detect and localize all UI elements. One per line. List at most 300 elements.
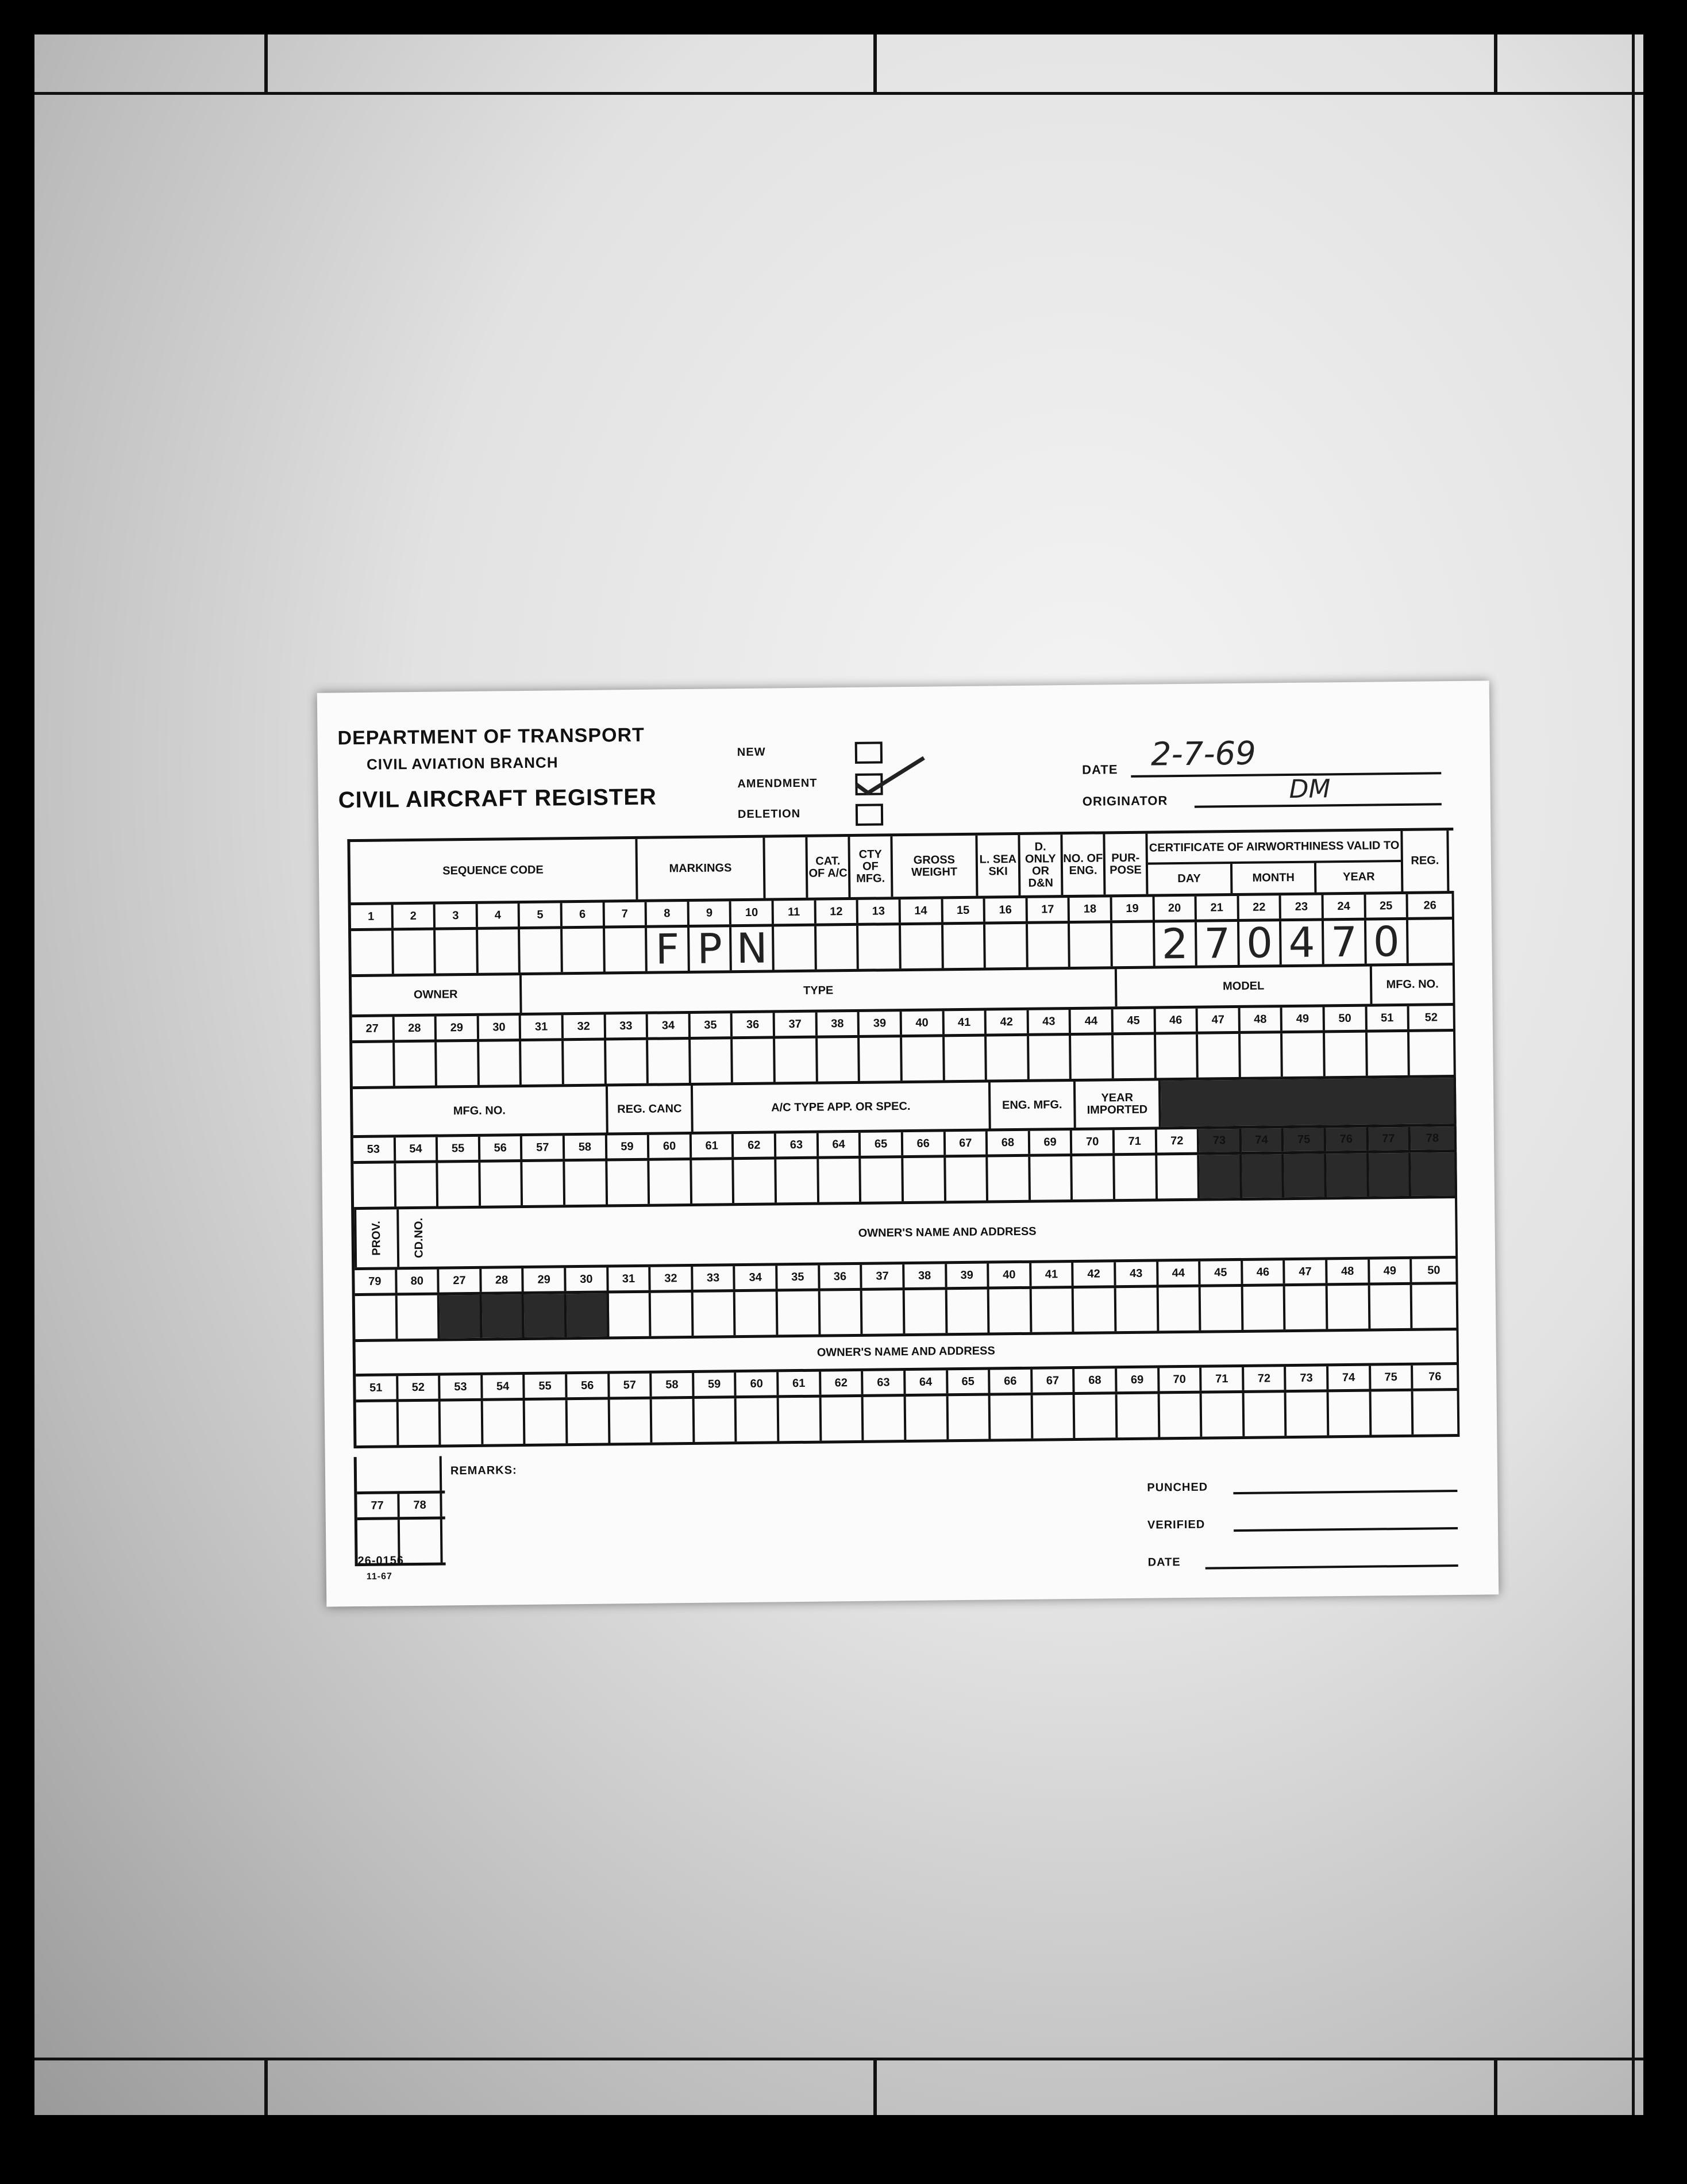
row4-col-number: 49: [1370, 1259, 1412, 1283]
row3-input-cell[interactable]: [1157, 1155, 1200, 1199]
row5-col-number: 66: [990, 1370, 1033, 1393]
row5-col-number: 60: [737, 1372, 779, 1395]
row1-col-number: 22: [1239, 895, 1281, 919]
row3-input-cell[interactable]: [1326, 1153, 1369, 1197]
row5-col-number: 52: [398, 1376, 441, 1399]
row5-input-cell[interactable]: [1033, 1395, 1075, 1439]
frame-tick-4: [264, 2060, 268, 2115]
row2-input-cell[interactable]: [1198, 1034, 1241, 1078]
dept-title: DEPARTMENT OF TRANSPORT: [337, 724, 645, 749]
row3-input-cell[interactable]: [1073, 1156, 1115, 1199]
row3-col-number: 69: [1030, 1131, 1073, 1154]
row1-input-cell[interactable]: [351, 930, 394, 974]
year-imported-header: YEAR IMPORTED: [1076, 1081, 1161, 1128]
row5-col-number: 55: [525, 1374, 568, 1398]
row4-col-number: 29: [524, 1268, 567, 1291]
row4-input-cell[interactable]: [440, 1295, 482, 1339]
row4-input-cell[interactable]: [567, 1293, 609, 1337]
frame-tick-2: [873, 34, 877, 92]
row2-col-number: 27: [352, 1017, 395, 1040]
row2-col-number: 44: [1071, 1009, 1114, 1033]
row3-col-number: 64: [819, 1133, 861, 1156]
row3-input-cell[interactable]: [523, 1162, 565, 1205]
row5-col-number: 61: [779, 1372, 821, 1395]
cert-title: CERTIFICATE OF AIRWORTHINESS VALID TO: [1147, 831, 1401, 865]
row4-input-cell[interactable]: [1031, 1289, 1074, 1332]
row3-col-number: 57: [522, 1136, 565, 1159]
cdno-label: CD.NO.: [396, 1209, 440, 1267]
eng-mfg-header: ENG. MFG.: [991, 1082, 1076, 1129]
reg-canc-header: REG. CANC: [608, 1086, 694, 1133]
row3-col-number: 54: [395, 1137, 438, 1161]
date2-line: [1205, 1564, 1458, 1570]
row3-input-cell[interactable]: [565, 1161, 607, 1205]
row1-col-number: 25: [1366, 894, 1408, 918]
row2-input-cell[interactable]: [1409, 1032, 1455, 1075]
row2-input-cell[interactable]: [352, 1043, 395, 1086]
row3-input-cell[interactable]: [353, 1163, 396, 1207]
row4-input-cell[interactable]: [735, 1291, 778, 1335]
row1-input-cell[interactable]: N: [732, 926, 775, 970]
row1-input-cell[interactable]: [1408, 920, 1454, 963]
row2-input-cell[interactable]: [648, 1040, 691, 1083]
row2-col-number: 35: [690, 1013, 733, 1037]
row1-input-cell[interactable]: F: [647, 928, 690, 971]
row4-col-number: 30: [566, 1267, 608, 1291]
sea-ski-header: L. SEA SKI: [977, 835, 1020, 896]
row5-input-cell[interactable]: [1413, 1391, 1459, 1435]
row1-col-number: 1: [351, 905, 394, 928]
row4-col-number: 32: [650, 1267, 693, 1290]
row5-col-number: 51: [356, 1376, 398, 1399]
row4-input-cell[interactable]: [1370, 1285, 1412, 1329]
row4-input-cell[interactable]: [862, 1290, 905, 1334]
punched-line: [1233, 1490, 1457, 1494]
row5-col-number: 69: [1117, 1368, 1160, 1391]
row4-input-cell[interactable]: [1328, 1286, 1370, 1329]
row5-col-number: 75: [1371, 1366, 1413, 1389]
row2-col-number: 46: [1156, 1009, 1198, 1032]
amendment-label: AMENDMENT: [737, 776, 818, 791]
row4-input-cell[interactable]: [1074, 1288, 1116, 1332]
row4-input-cell[interactable]: [1158, 1287, 1201, 1331]
row2-col-number: 48: [1240, 1008, 1282, 1031]
cat-header: CAT. OF A/C: [807, 837, 850, 898]
date-label: DATE: [1082, 762, 1118, 777]
row2-col-number: 42: [987, 1010, 1029, 1034]
row5-input-cell[interactable]: [652, 1399, 695, 1443]
row3-col-number: 58: [565, 1135, 607, 1159]
row1-input-cell[interactable]: [605, 928, 648, 972]
bottom-stub: [354, 1456, 446, 1566]
new-label: NEW: [737, 745, 766, 759]
row1-input-cell[interactable]: P: [690, 927, 732, 971]
row5-input-cell[interactable]: [906, 1396, 949, 1440]
row1-input-cell[interactable]: [985, 924, 1028, 968]
row2-input-cell[interactable]: [691, 1039, 733, 1083]
row2-col-number: 31: [521, 1015, 564, 1039]
row1-col-number: 23: [1281, 895, 1324, 918]
row5-input-cell[interactable]: [356, 1402, 399, 1445]
row2-input-cell[interactable]: [1114, 1035, 1156, 1078]
row2-col-number: 36: [733, 1013, 775, 1036]
row2-input-cell[interactable]: [1282, 1033, 1325, 1076]
row1-input-cell[interactable]: [1112, 922, 1155, 966]
row5-col-number: 65: [948, 1370, 991, 1394]
row4-col-number: 50: [1412, 1259, 1458, 1282]
punched-label: PUNCHED: [1147, 1481, 1208, 1494]
row3-col-number: 70: [1072, 1130, 1115, 1153]
row3-input-cell[interactable]: [438, 1163, 481, 1206]
row4-col-number: 37: [862, 1264, 905, 1288]
row1-input-cell[interactable]: [1070, 923, 1112, 967]
row2-input-cell[interactable]: [902, 1037, 945, 1081]
row2-input-cell[interactable]: [606, 1040, 649, 1084]
row5-col-number: 54: [483, 1375, 525, 1398]
type-app-header: A/C TYPE APP. OR SPEC.: [693, 1082, 991, 1131]
row3-col-number: 62: [734, 1133, 776, 1157]
row1-input-cell[interactable]: [520, 929, 563, 972]
row2-input-cell[interactable]: [945, 1037, 987, 1081]
row2-input-cell[interactable]: [1325, 1033, 1368, 1076]
row2-input-cell[interactable]: [395, 1043, 437, 1086]
row1-col-number: 21: [1197, 896, 1239, 920]
row4-col-number: 28: [482, 1268, 524, 1292]
row5-input-cell[interactable]: [821, 1397, 864, 1441]
row3-input-cell[interactable]: [988, 1157, 1030, 1201]
row5-col-number: 72: [1244, 1367, 1287, 1390]
row1-input-cell[interactable]: 0: [1239, 921, 1282, 965]
row3-input-cell[interactable]: [903, 1158, 946, 1201]
row1-col-number: 26: [1408, 894, 1454, 917]
row5-col-number: 56: [567, 1374, 610, 1397]
row4-input-cell[interactable]: [397, 1295, 440, 1339]
row3-col-number: 68: [988, 1131, 1030, 1155]
row5-input-cell[interactable]: [991, 1395, 1033, 1439]
mfg-no-header: MFG. NO.: [1372, 966, 1455, 1004]
row3-input-cell[interactable]: [1284, 1153, 1327, 1197]
originator-label: ORIGINATOR: [1082, 793, 1168, 809]
row1-input-cell[interactable]: [774, 926, 816, 970]
row2-input-cell[interactable]: [437, 1042, 479, 1086]
row5-input-cell[interactable]: [1287, 1392, 1329, 1436]
row5-input-cell[interactable]: [398, 1402, 441, 1445]
row1-input-cell[interactable]: [436, 930, 478, 974]
row1-input-cell[interactable]: [858, 925, 901, 969]
engines-header: NO. OF ENG.: [1062, 834, 1106, 895]
row2-input-cell[interactable]: [1029, 1036, 1072, 1079]
row5-input-cell[interactable]: [1371, 1391, 1413, 1435]
row2-col-number: 50: [1325, 1007, 1368, 1031]
row4-col-number: 42: [1074, 1262, 1116, 1286]
row4-input-cell[interactable]: [1201, 1287, 1243, 1331]
row3-input-cell[interactable]: [1369, 1153, 1411, 1197]
row3-col-number: 75: [1284, 1128, 1326, 1151]
row4-col-number: 48: [1327, 1260, 1370, 1283]
row2-col-number: 28: [394, 1017, 437, 1040]
row3-input-cell[interactable]: [1411, 1152, 1457, 1196]
row1-input-cell[interactable]: 7: [1197, 922, 1239, 966]
cert-day: DAY: [1148, 864, 1232, 894]
frame-tick-6: [1494, 2060, 1497, 2115]
row4-input-cell[interactable]: [989, 1289, 1032, 1333]
row5-input-cell[interactable]: [779, 1398, 822, 1441]
row2-input-cell[interactable]: [1241, 1033, 1283, 1077]
row3-input-cell[interactable]: [1115, 1155, 1157, 1199]
row1-input-cell[interactable]: 0: [1366, 920, 1409, 964]
owner-name-header: OWNER'S NAME AND ADDRESS: [439, 1198, 1458, 1267]
row3-col-number: 59: [607, 1135, 649, 1159]
row4-input-cell[interactable]: [524, 1294, 567, 1337]
row3-input-cell[interactable]: [776, 1159, 819, 1203]
cert-month: MONTH: [1232, 863, 1317, 894]
row6-col-number: 77: [357, 1494, 399, 1517]
row4-col-number: 38: [904, 1264, 947, 1287]
row1-col-number: 17: [1027, 898, 1070, 921]
row5-input-cell[interactable]: [1244, 1393, 1287, 1436]
row2-col-number: 30: [479, 1016, 521, 1039]
row5-input-cell[interactable]: [1202, 1393, 1245, 1437]
form-revision: 11-67: [366, 1571, 392, 1582]
row4-col-number: 31: [608, 1267, 651, 1291]
row1-input-cell[interactable]: [816, 926, 859, 970]
date2-label: DATE: [1147, 1556, 1181, 1569]
row5-col-number: 63: [863, 1371, 906, 1394]
row5-input-cell[interactable]: [441, 1401, 483, 1445]
row3-col-number: 78: [1411, 1126, 1457, 1150]
row2-col-number: 32: [564, 1014, 606, 1038]
row4-input-cell[interactable]: [355, 1295, 398, 1339]
markings-header: MARKINGS: [637, 838, 765, 899]
row2-input-cell[interactable]: [479, 1041, 522, 1085]
row4-col-number: 36: [820, 1265, 862, 1289]
row1-col-number: 5: [520, 903, 563, 926]
row3-col-number: 77: [1368, 1127, 1411, 1151]
gross-weight-header: GROSS WEIGHT: [892, 836, 978, 897]
row3-input-cell[interactable]: [1199, 1155, 1242, 1198]
row1-col-number: 10: [731, 901, 774, 924]
row5-col-number: 57: [610, 1374, 652, 1397]
row4-col-number: 39: [947, 1264, 989, 1287]
row3-input-cell[interactable]: [607, 1161, 650, 1205]
frame-top-rule: [34, 92, 1643, 95]
row5-input-cell[interactable]: [1329, 1392, 1372, 1436]
row5-input-cell[interactable]: [1118, 1394, 1160, 1437]
row5-col-number: 53: [440, 1375, 483, 1399]
row1-col-number: 3: [436, 904, 478, 928]
row5-col-number: 74: [1328, 1366, 1371, 1390]
row1-input-cell[interactable]: 4: [1281, 921, 1324, 964]
row5-input-cell[interactable]: [483, 1401, 525, 1444]
row6-input-cell[interactable]: [400, 1520, 443, 1563]
deletion-checkbox[interactable]: [856, 803, 883, 826]
row2-col-number: 39: [860, 1012, 902, 1035]
remarks-label: REMARKS:: [450, 1464, 517, 1478]
row2-input-cell[interactable]: [733, 1039, 776, 1082]
row3-col-number: 73: [1199, 1129, 1242, 1152]
originator-underline: [1195, 803, 1442, 808]
row1-col-number: 12: [816, 900, 858, 924]
row2-input-cell[interactable]: [818, 1038, 860, 1082]
row3-input-cell[interactable]: [480, 1162, 523, 1206]
row5-col-number: 73: [1287, 1366, 1329, 1390]
row1-col-number: 14: [900, 899, 943, 922]
row5-input-cell[interactable]: [1160, 1394, 1202, 1437]
row2-col-number: 40: [902, 1011, 945, 1035]
mfg-no-header-2: MFG. NO.: [353, 1086, 608, 1135]
grid-block-1: [347, 828, 1459, 1448]
row5-col-number: 58: [652, 1373, 694, 1397]
row2-input-cell[interactable]: [564, 1040, 606, 1084]
cty-header: CTY OF MFG.: [850, 836, 893, 897]
row3-input-cell[interactable]: [734, 1159, 777, 1203]
row5-input-cell[interactable]: [568, 1399, 610, 1443]
row4-col-number: 27: [439, 1269, 482, 1293]
row1-col-number: 19: [1112, 897, 1154, 920]
row2-input-cell[interactable]: [775, 1039, 818, 1082]
row4-input-cell[interactable]: [905, 1290, 948, 1333]
col11-header: [765, 837, 808, 898]
row5-input-cell[interactable]: [948, 1396, 991, 1440]
row4-col-number: 40: [989, 1263, 1031, 1287]
row2-col-number: 51: [1367, 1006, 1409, 1030]
row3-input-cell[interactable]: [819, 1159, 861, 1202]
row5-input-cell[interactable]: [737, 1398, 779, 1441]
row5-col-number: 64: [906, 1370, 948, 1394]
branch-title: CIVIL AVIATION BRANCH: [366, 753, 559, 773]
reg-header: REG.: [1403, 830, 1449, 891]
row3-col-number: 76: [1326, 1128, 1369, 1151]
originator-value: DM: [1289, 774, 1331, 805]
row4-input-cell[interactable]: [1412, 1285, 1458, 1328]
row1-input-cell[interactable]: [394, 930, 436, 974]
row5-col-number: 68: [1074, 1368, 1117, 1392]
prov-label: PROV.: [354, 1209, 397, 1267]
row1-input-cell[interactable]: 2: [1155, 922, 1197, 966]
row3-col-number: 66: [903, 1132, 946, 1155]
row4-col-number: 34: [735, 1266, 778, 1289]
row1-input-cell[interactable]: [563, 929, 605, 972]
row5-input-cell[interactable]: [610, 1399, 652, 1443]
row4-col-number: 44: [1158, 1262, 1201, 1285]
row4-input-cell[interactable]: [947, 1290, 989, 1333]
row1-col-number: 16: [985, 898, 1028, 922]
amendment-checkbox[interactable]: [855, 773, 883, 795]
row1-input-cell[interactable]: [943, 925, 986, 968]
row2-input-cell[interactable]: [522, 1041, 564, 1085]
row1-col-number: 7: [604, 902, 647, 926]
row4-input-cell[interactable]: [608, 1293, 651, 1337]
row4-input-cell[interactable]: [820, 1291, 862, 1335]
row2-input-cell[interactable]: [860, 1037, 902, 1081]
row4-col-number: 43: [1116, 1262, 1158, 1285]
model-header: MODEL: [1117, 967, 1373, 1007]
row2-col-number: 41: [944, 1011, 987, 1035]
row1-input-cell[interactable]: 7: [1324, 921, 1366, 964]
row1-input-cell[interactable]: [901, 925, 943, 968]
row2-col-number: 49: [1282, 1007, 1325, 1031]
row4-input-cell[interactable]: [778, 1291, 821, 1335]
row4-input-cell[interactable]: [1285, 1286, 1328, 1329]
row3-input-cell[interactable]: [861, 1158, 904, 1202]
frame-right-rule: [1632, 34, 1635, 2115]
row1-input-cell[interactable]: [1028, 924, 1070, 967]
frame-tick-5: [873, 2060, 877, 2115]
row3-col-number: 60: [649, 1135, 692, 1158]
row2-input-cell[interactable]: [987, 1036, 1029, 1080]
row4-input-cell[interactable]: [1116, 1287, 1159, 1331]
row5-input-cell[interactable]: [695, 1398, 737, 1442]
row4-col-number: 47: [1285, 1260, 1328, 1283]
deletion-label: DELETION: [737, 807, 801, 821]
row2-col-number: 34: [648, 1014, 691, 1037]
row4-input-cell[interactable]: [694, 1292, 736, 1336]
row2-input-cell[interactable]: [1156, 1035, 1199, 1078]
row5-col-number: 76: [1413, 1365, 1459, 1389]
dn-header: D. ONLY OR D&N: [1020, 835, 1063, 895]
cert-header: [1147, 831, 1403, 894]
row6-col-number: 78: [399, 1494, 442, 1517]
row2-input-cell[interactable]: [1368, 1032, 1410, 1076]
row4-input-cell[interactable]: [482, 1294, 525, 1338]
frame-tick-3: [1494, 34, 1497, 92]
row5-input-cell[interactable]: [1075, 1394, 1118, 1438]
row1-col-number: 6: [563, 903, 605, 926]
row5-input-cell[interactable]: [864, 1397, 906, 1440]
row4-col-number: 33: [693, 1266, 735, 1290]
row3-input-cell[interactable]: [1242, 1154, 1284, 1198]
row5-col-number: 59: [694, 1372, 737, 1396]
row4-col-number: 41: [1031, 1263, 1074, 1286]
type-header: TYPE: [522, 969, 1118, 1013]
row3-input-cell[interactable]: [692, 1160, 734, 1203]
row5-col-number: 67: [1033, 1369, 1075, 1393]
row3-input-cell[interactable]: [946, 1158, 988, 1201]
row2-input-cell[interactable]: [1071, 1035, 1114, 1079]
form-number: 26-0156: [357, 1554, 405, 1568]
row2-col-number: 37: [775, 1013, 818, 1036]
owner-header: OWNER: [352, 975, 522, 1014]
row4-input-cell[interactable]: [1243, 1286, 1285, 1330]
verified-line: [1234, 1527, 1458, 1532]
row4-col-number: 35: [777, 1266, 820, 1289]
row1-col-number: 13: [858, 899, 901, 923]
row3-col-number: 65: [861, 1132, 903, 1156]
row3-col-number: 55: [438, 1137, 480, 1160]
row1-col-number: 2: [393, 905, 436, 928]
row1-col-number: 8: [647, 902, 690, 925]
row3-col-number: 61: [692, 1134, 734, 1158]
date-value: 2-7-69: [1150, 735, 1257, 774]
row1-col-number: 24: [1324, 895, 1366, 918]
row5-input-cell[interactable]: [525, 1400, 568, 1444]
row3-input-cell[interactable]: [396, 1163, 438, 1207]
row4-input-cell[interactable]: [651, 1293, 694, 1336]
row1-col-number: 11: [774, 901, 816, 924]
row3-input-cell[interactable]: [650, 1160, 692, 1204]
row1-col-number: 20: [1154, 897, 1197, 920]
row3-col-number: 56: [480, 1136, 523, 1160]
frame-tick-1: [264, 34, 268, 92]
row2-col-number: 52: [1409, 1006, 1455, 1029]
row4-col-number: 80: [397, 1270, 440, 1293]
row2-col-number: 33: [606, 1014, 648, 1038]
row3-input-cell[interactable]: [1030, 1156, 1073, 1200]
blocked-area: [1161, 1078, 1457, 1126]
row1-input-cell[interactable]: [478, 929, 521, 973]
row1-col-number: 4: [477, 903, 520, 927]
cert-year: YEAR: [1342, 870, 1375, 884]
